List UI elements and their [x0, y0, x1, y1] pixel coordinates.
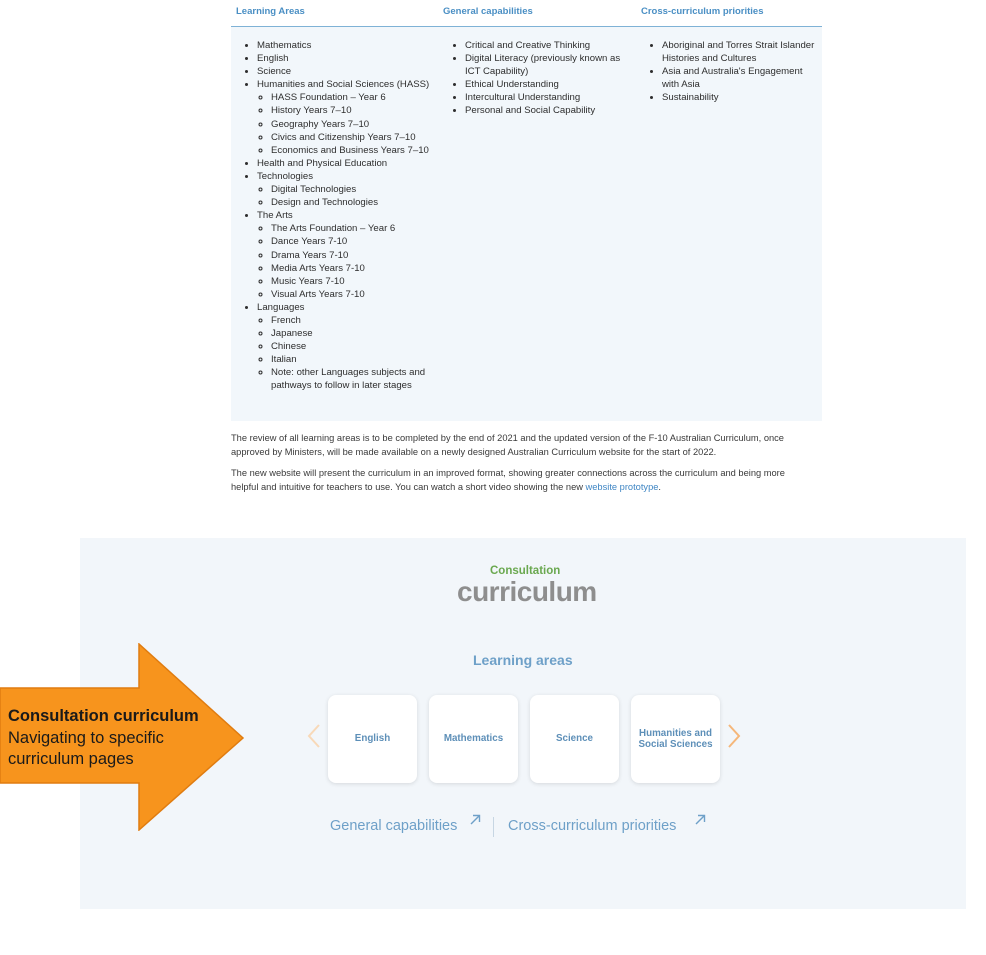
sub-list-item: ◦ Dance Years 7-10: [271, 235, 439, 248]
brand-curriculum: curriculum: [457, 576, 597, 607]
list-item: • Intercultural Understanding: [465, 91, 626, 104]
learning-areas-title: Learning areas: [473, 652, 573, 668]
sub-list-item: ◦ Note: other Languages subjects and pathways to follow in later stages: [271, 366, 439, 392]
carousel-prev-button[interactable]: [305, 723, 323, 753]
table-header: [231, 0, 822, 27]
list-item: • Ethical Understanding: [465, 78, 626, 91]
list-item: • Aboriginal and Torres Strait Islander Histories and Cultures: [662, 39, 822, 65]
sub-list-item: ◦ History Years 7–10: [271, 104, 439, 117]
bullet-list: [648, 39, 822, 104]
curriculum-table: [231, 0, 822, 421]
list-item: • Sustainability: [662, 91, 822, 104]
sub-list-item: ◦ Japanese: [271, 327, 439, 340]
sub-list-item: ◦ French: [271, 314, 439, 327]
header-general-capabilities: General capabilities: [443, 6, 533, 17]
review-paragraph: The review of all learning areas is to be completed by the end of 2021 and the updated version of the F-10 Australian Curriculum, once approved by Ministers, will be made available on a newly designed Australian Curriculum website for the start of 2022.: [231, 433, 784, 457]
table-body: [231, 27, 822, 421]
list-item: • Science: [257, 65, 439, 78]
sub-list-item: ◦ HASS Foundation – Year 6: [271, 91, 439, 104]
card-mathematics[interactable]: Mathematics: [429, 695, 518, 783]
sub-list-item: ◦ Digital Technologies: [271, 183, 439, 196]
list-item: • Mathematics: [257, 39, 439, 52]
bullet-list: [243, 39, 439, 393]
list-item: • Critical and Creative Thinking: [465, 39, 626, 52]
learning-areas-list: [243, 39, 439, 393]
carousel-next-button[interactable]: [725, 723, 743, 753]
callout-title: Consultation curriculum: [8, 707, 199, 725]
general-capabilities-link[interactable]: General capabilities: [330, 818, 458, 834]
list-item: • Humanities and Social Sciences (HASS) ◦ HASS Foundation – Year 6 ◦ History Years 7–10 ◦ Geography Years 7–10 ◦ Civics and Citizenship Years 7–10 ◦ Economics and Business Years 7–10: [257, 78, 439, 157]
external-link-icon: [695, 814, 706, 825]
list-item: • Digital Literacy (previously known as ICT Capability): [465, 52, 626, 78]
brand-consultation: Consultation: [490, 565, 561, 577]
callout-text: Navigating to specific curriculum pages: [8, 729, 164, 768]
sub-list-item: ◦ Music Years 7-10: [271, 275, 439, 288]
card-science[interactable]: Science: [530, 695, 619, 783]
link-separator: [493, 817, 494, 837]
cross-curriculum-link[interactable]: Cross-curriculum priorities: [508, 818, 677, 834]
sub-list-item: ◦ Italian: [271, 353, 439, 366]
cross-curriculum-list: [648, 39, 822, 104]
website-paragraph: The new website will present the curriculum in an improved format, showing greater connections across the curriculum and being more helpful and intuitive for teachers to use. You can watch a short video showing the new website prototype.: [231, 468, 785, 492]
header-learning-areas: Learning Areas: [236, 6, 305, 17]
list-item: • Health and Physical Education: [257, 157, 439, 170]
chevron-right-icon: [727, 723, 741, 749]
sub-list-item: ◦ Media Arts Years 7-10: [271, 262, 439, 275]
list-item: • English: [257, 52, 439, 65]
card-english[interactable]: English: [328, 695, 417, 783]
website-prototype-link[interactable]: website prototype: [585, 482, 659, 492]
sub-list-item: ◦ Civics and Citizenship Years 7–10: [271, 131, 439, 144]
list-item: • Technologies ◦ Digital Technologies ◦ Design and Technologies: [257, 170, 439, 209]
sub-list-item: ◦ Chinese: [271, 340, 439, 353]
sub-list-item: ◦ Geography Years 7–10: [271, 118, 439, 131]
sub-list-item: ◦ Visual Arts Years 7-10: [271, 288, 439, 301]
sub-list-item: ◦ Design and Technologies: [271, 196, 439, 209]
list-item: • The Arts ◦ The Arts Foundation – Year 6 ◦ Dance Years 7-10 ◦ Drama Years 7-10 ◦ Media Arts Years 7-10 ◦ Music Years 7-10 ◦ Visual Arts Years 7-10: [257, 209, 439, 301]
bullet-list: [451, 39, 626, 118]
list-item: • Asia and Australia's Engagement with Asia: [662, 65, 822, 91]
chevron-left-icon: [307, 723, 321, 749]
sub-list-item: ◦ The Arts Foundation – Year 6: [271, 222, 439, 235]
list-item: • Personal and Social Capability: [465, 104, 626, 117]
sub-list-item: ◦ Drama Years 7-10: [271, 249, 439, 262]
header-cross-curriculum: Cross-curriculum priorities: [641, 6, 764, 17]
sub-list-item: ◦ Economics and Business Years 7–10: [271, 144, 439, 157]
sub-list: [257, 183, 439, 209]
sub-list: [257, 222, 439, 301]
list-item: • Languages ◦ French ◦ Japanese ◦ Chinese ◦ Italian ◦ Note: other Languages subjects and pathways to follow in later stages: [257, 301, 439, 393]
general-capabilities-list: [451, 39, 626, 118]
external-link-icon: [470, 814, 481, 825]
sub-list: [257, 91, 439, 156]
card-hass[interactable]: Humanities and Social Sciences: [631, 695, 720, 783]
sub-list: [257, 314, 439, 393]
